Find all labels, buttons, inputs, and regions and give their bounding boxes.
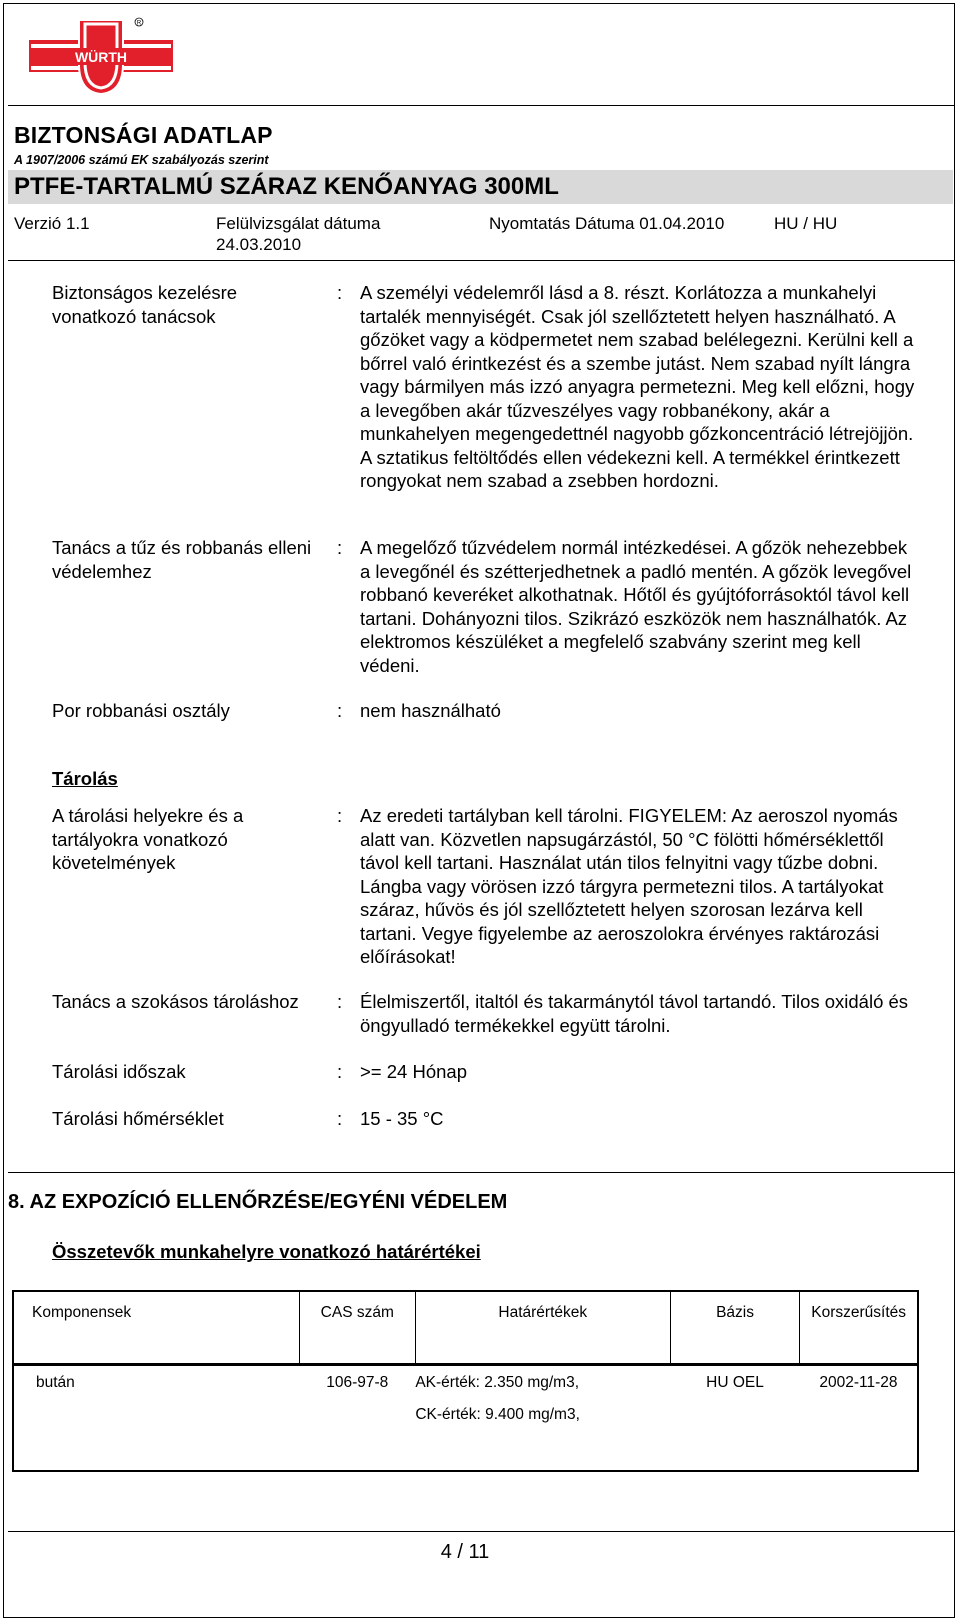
version: Verzió 1.1: [14, 214, 90, 233]
page-number: 4 / 11: [440, 1541, 490, 1563]
limits-cell: [415, 1365, 670, 1472]
print-date: Nyomtatás Dátuma 01.04.2010: [489, 214, 725, 233]
svg-text:WÜRTH: WÜRTH: [74, 49, 128, 65]
column-header: Határértékek: [415, 1291, 670, 1365]
ck-limit: CK-érték: 9.400 mg/m3,: [415, 1406, 580, 1423]
storage-period-label: Tárolási időszak: [52, 1061, 186, 1082]
section-8-title: 8. AZ EXPOZÍCIÓ ELLENŐRZÉSE/EGYÉNI VÉDELEM: [8, 1191, 508, 1213]
colon: :: [337, 1061, 343, 1082]
storage-requirements-label: A tárolási helyekre és a tartályokra vonatkozó követelmények: [52, 805, 244, 873]
storage-temperature-label: Tárolási hőmérséklet: [52, 1108, 224, 1129]
colon: :: [337, 700, 343, 721]
header-divider: [8, 105, 954, 106]
wurth-logo: [29, 14, 173, 96]
cas-cell: 106-97-8: [326, 1374, 389, 1391]
table-row: [13, 1365, 918, 1472]
colon: :: [337, 991, 343, 1012]
colon: :: [337, 805, 343, 826]
dust-explosion-value: nem használható: [360, 700, 501, 721]
storage-period-value: >= 24 Hónap: [360, 1061, 467, 1082]
exposure-limits-table: [12, 1290, 919, 1472]
column-header: CAS szám: [299, 1291, 415, 1365]
document-title: BIZTONSÁGI ADATLAP: [14, 122, 273, 148]
storage-advice-value: Élelmiszertől, italtól és takarmánytól távol tartandó. Tilos oxidáló és öngyulladó termékekkel együtt tárolni.: [360, 991, 909, 1036]
colon: :: [337, 282, 343, 303]
column-header: Komponensek: [13, 1291, 299, 1365]
safe-handling-value: A személyi védelemről lásd a 8. részt. Korlátozza a munkahelyi tartalék mennyiségét. Csak jól szellőztetett helyen használható. A gőzöket vagy a ködpermetet nem szabad belélegezni. Kerülni kell a bőrrel való érintkezést és a szembe jutást. Nem szabad nyílt lángra vagy bármilyen más izzó anyagra permetezni. Meg kell előzni, hogy a levegőben akár tűzveszélyes vagy robbanékony, akár a munkahelyen megengedettnél nagyobb gőzkoncentráció létrejöjjön. A sztatikus feltöltődés ellen védekezni kell. A termékkel érintkezett rongyokat nem szabad a zsebben hordozni.: [360, 282, 915, 491]
locale: HU / HU: [774, 214, 838, 233]
component-cell: bután: [36, 1374, 75, 1391]
column-header: Bázis: [670, 1291, 800, 1365]
storage-advice-label: Tanács a szokásos tároláshoz: [52, 991, 299, 1012]
colon: :: [337, 537, 343, 558]
revision-label: Felülvizsgálat dátuma: [216, 214, 381, 233]
svg-text:R: R: [136, 20, 142, 27]
fire-protection-value: A megelőző tűzvédelem normál intézkedései. A gőzök nehezebbek a levegőnél és szétterjedhetnek a padló mentén. A gőzök levegővel robbanó keveréket alkothatnak. Hőtől és gyújtóforrásoktól távol kell tartani. Dohányozni tilos. Szikrázó eszközök nem használhatók. Az elektromos készüléket a megfelelő szabvány szerint meg kell védeni.: [360, 537, 912, 676]
colon: :: [337, 1108, 343, 1129]
updated-cell: 2002-11-28: [819, 1374, 898, 1391]
safe-handling-label: Biztonságos kezelésre vonatkozó tanácsok: [52, 282, 238, 327]
fire-protection-label: Tanács a tűz és robbanás elleni védelemhez: [52, 537, 312, 582]
meta-divider: [8, 260, 954, 261]
storage-requirements-value: Az eredeti tartályban kell tárolni. FIGYELEM: Az aeroszol nyomás alatt van. Közvetlen napsugárzástól, 50 °C fölötti hőmérséklettől távol kell tartani. Használat után tilos felnyitni vagy tűzbe dobni. Lángba vagy vörösen izzó tárgyra permetezni tilos. A tartályokat száraz, hűvös és jól szellőztetett helyen szorosan lezárva kell tartani. Vegye figyelembe az aeroszolokra érvényes raktározási előírásokat!: [360, 805, 898, 967]
section-divider: [8, 1172, 954, 1173]
product-name: PTFE-TARTALMÚ SZÁRAZ KENŐANYAG 300ML: [14, 173, 559, 200]
ak-limit: AK-érték: 2.350 mg/m3,: [415, 1374, 580, 1391]
basis-cell: HU OEL: [706, 1374, 764, 1391]
column-header: Korszerűsítés: [800, 1291, 918, 1365]
dust-explosion-label: Por robbanási osztály: [52, 700, 230, 721]
storage-heading: Tárolás: [52, 768, 118, 789]
footer-divider: [8, 1531, 954, 1532]
storage-temperature-value: 15 - 35 °C: [360, 1108, 444, 1129]
exposure-limits-heading: Összetevők munkahelyre vonatkozó határértékei: [52, 1241, 481, 1262]
regulation-note: A 1907/2006 számú EK szabályozás szerint: [14, 153, 269, 167]
revision-date: 24.03.2010: [216, 235, 302, 254]
